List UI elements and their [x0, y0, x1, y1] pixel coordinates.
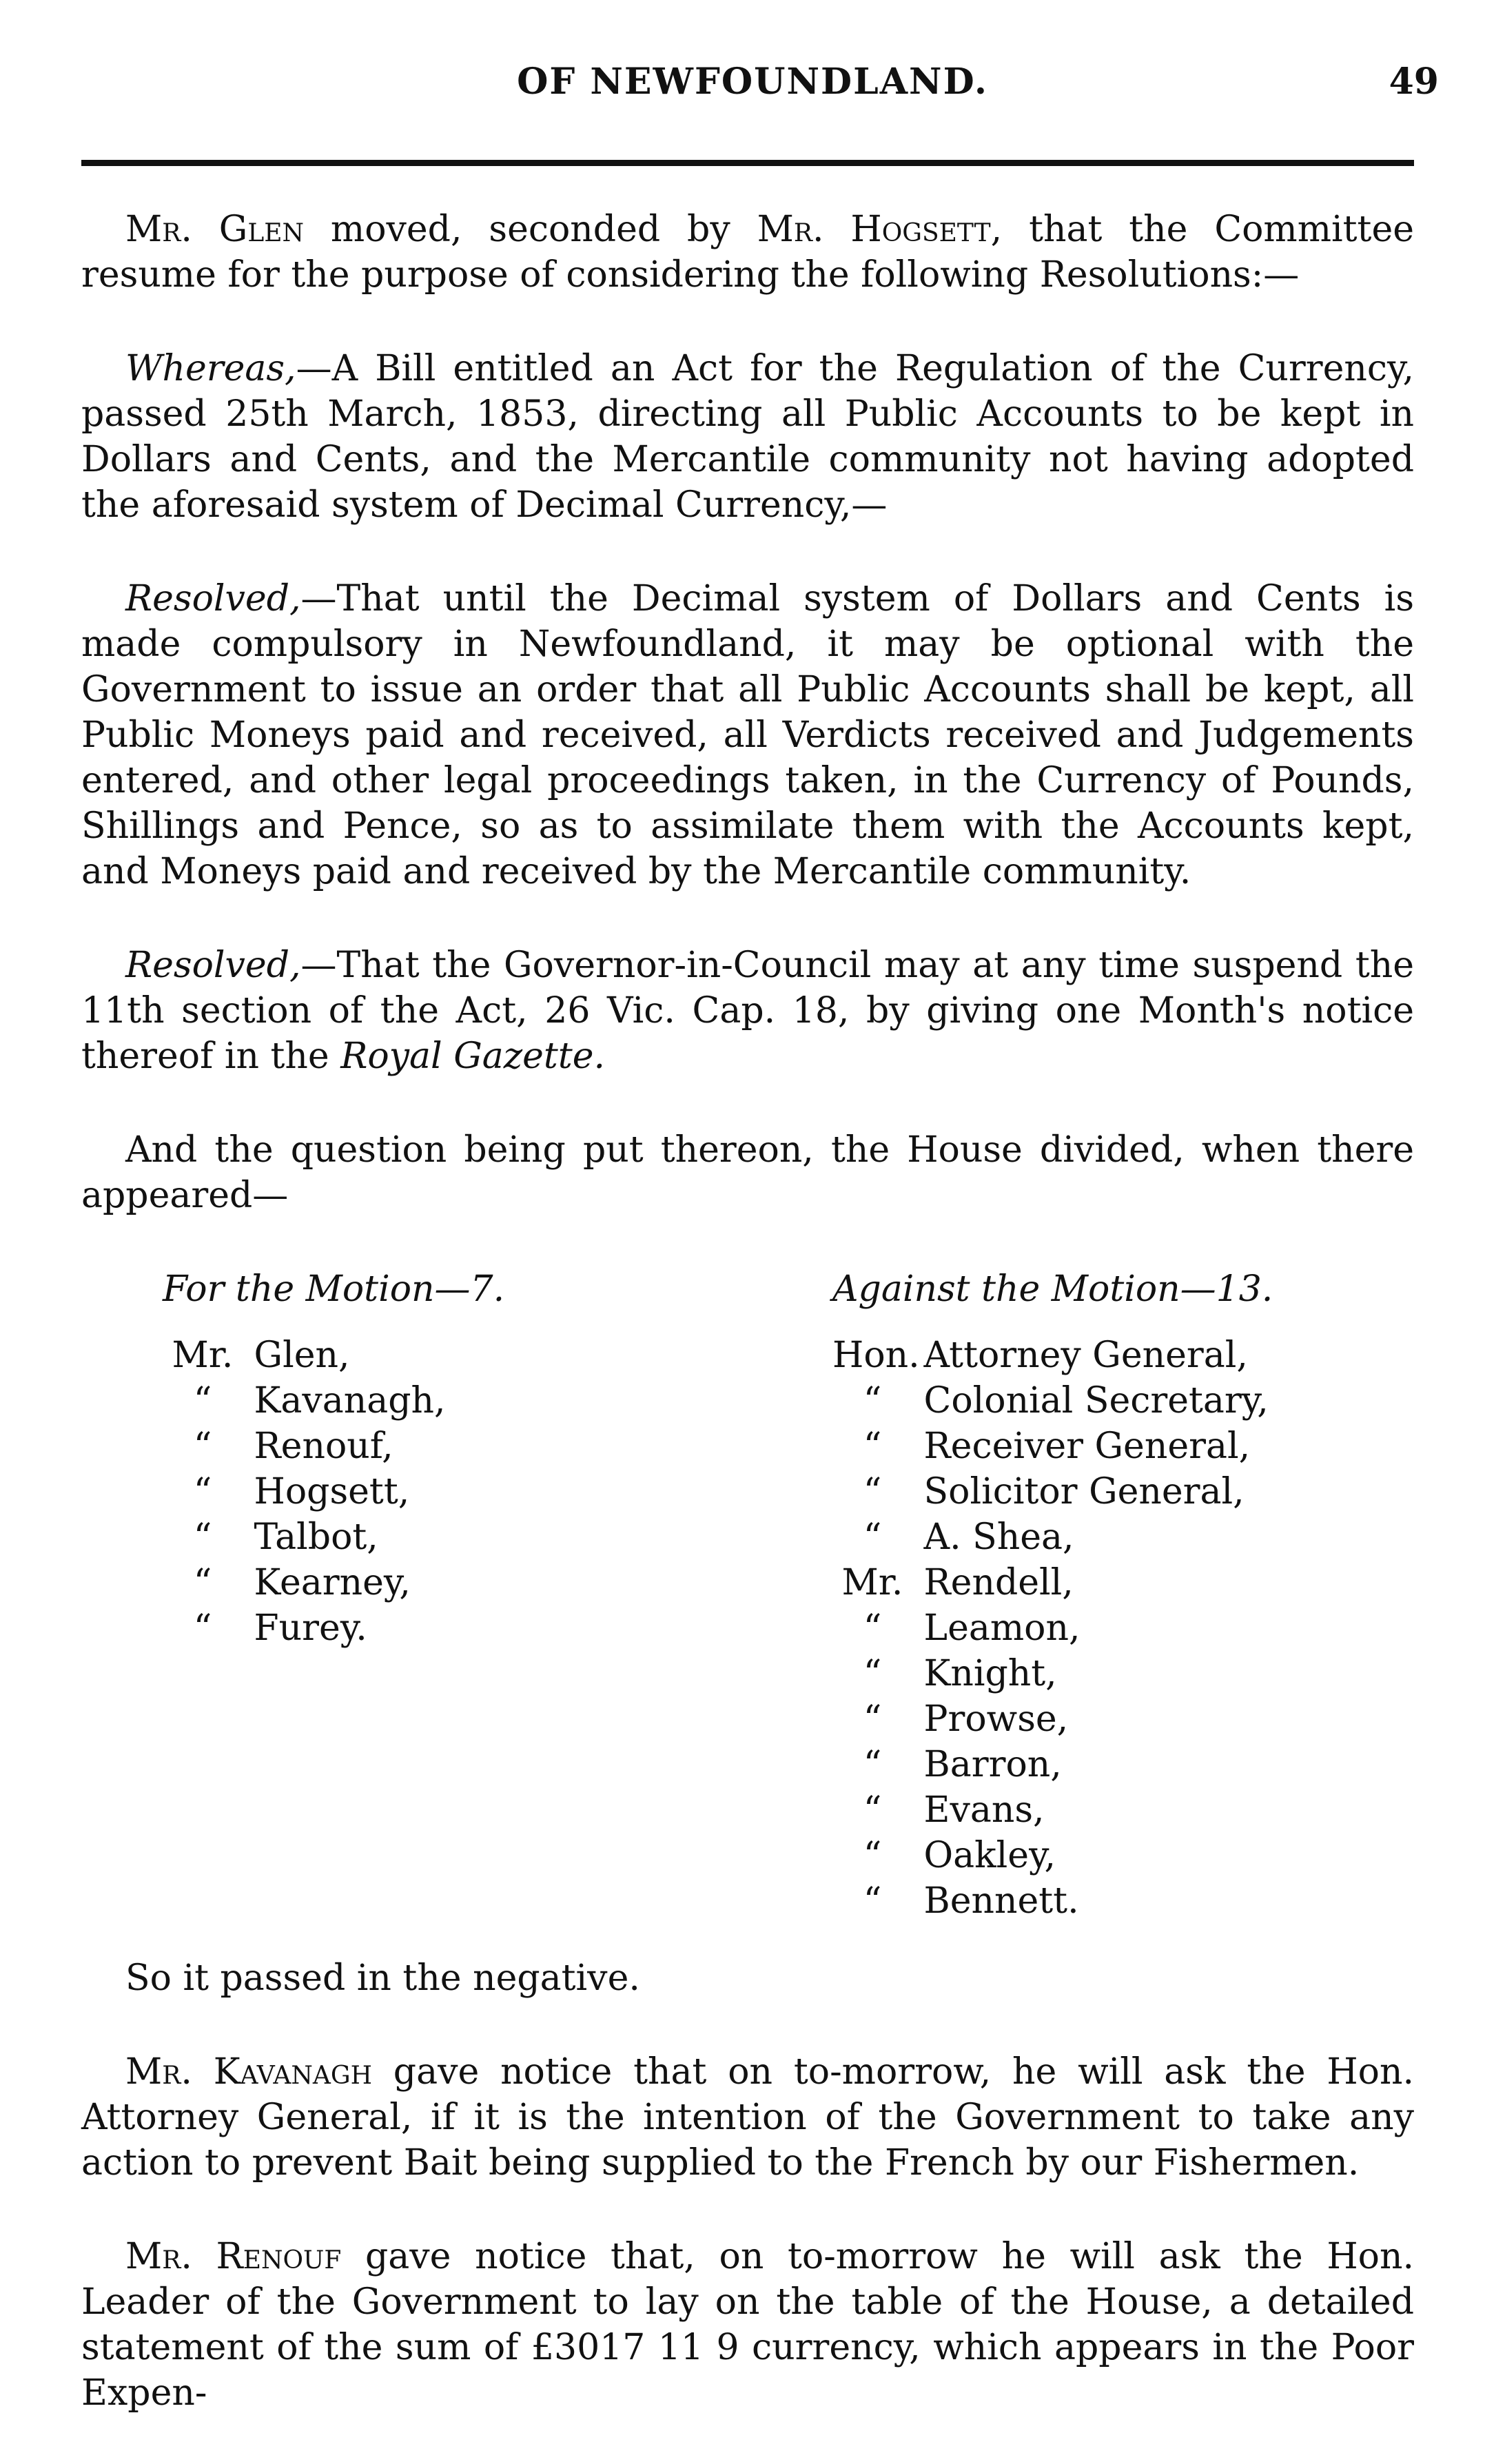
division-result: So it passed in the negative.: [125, 1958, 640, 1999]
header-rule: [81, 160, 1414, 166]
against-member: [832, 1605, 1411, 1651]
member-name: Oakley,: [923, 1835, 1056, 1876]
royal-gazette: Royal Gazette.: [340, 1036, 606, 1077]
division-lists: [81, 1266, 1414, 1928]
member-prefix: “: [863, 1471, 882, 1512]
member-prefix: “: [863, 1426, 882, 1467]
page-number: 49: [1389, 61, 1439, 103]
for-member: [163, 1469, 714, 1515]
member-prefix: “: [863, 1789, 882, 1831]
member-prefix: “: [193, 1471, 212, 1512]
against-member: [832, 1424, 1411, 1469]
whereas-paragraph: [81, 346, 1414, 528]
against-member: [832, 1333, 1411, 1378]
member-prefix: “: [193, 1426, 212, 1467]
notice-name-2: Mr. Renouf: [125, 2236, 342, 2277]
member-name: Talbot,: [254, 1517, 378, 1558]
for-heading: For the Motion—7.: [163, 1269, 505, 1310]
member-name: Knight,: [923, 1653, 1057, 1694]
notice-text-2: gave notice that, on to-morrow he will ask the Hon. Leader of the Government to lay on the table of the House, a detailed statement of the sum of £3017 11 9 currency, which appears in the Poor Expen-: [81, 2236, 1415, 2414]
for-member: [163, 1424, 714, 1469]
member-prefix: Mr.: [172, 1335, 234, 1376]
resolved-lead-1: Resolved,: [125, 578, 301, 619]
member-prefix: Mr.: [841, 1562, 903, 1603]
against-member: [832, 1878, 1411, 1924]
member-name: Kearney,: [254, 1562, 411, 1603]
member-prefix: “: [193, 1608, 212, 1649]
against-member: [832, 1696, 1411, 1742]
notice-name-1: Mr. Kavanagh: [125, 2051, 372, 2093]
motion-text-1: moved, seconded by: [304, 209, 757, 250]
motion-paragraph: [81, 207, 1414, 298]
against-member: [832, 1469, 1411, 1515]
page-body: [81, 207, 1414, 2464]
notice-text-1: gave notice that on to-morrow, he will ask the Hon. Attorney General, if it is the intention of the Government to take any action to prevent Bait being supplied to the French by our Fishermen.: [81, 2051, 1414, 2184]
member-prefix: “: [863, 1744, 882, 1785]
whereas-lead: Whereas,: [125, 348, 296, 389]
member-name: Furey.: [254, 1608, 367, 1649]
member-name: Prowse,: [923, 1698, 1069, 1740]
for-list: [163, 1333, 714, 1651]
member-prefix: “: [863, 1380, 882, 1421]
against-member: [832, 1742, 1411, 1787]
resolved-text-1: —That until the Decimal system of Dollars and Cents is made compulsory in Newfoundland, it may be optional with the Government to issue an order that all Public Accounts shall be kept, all Public Moneys paid and received, all Verdicts received and Judgements entered, and other legal proceedings taken, in the Currency of Pounds, Shillings and Pence, so as to assimilate them with the Accounts kept, and Moneys paid and received by the Mercantile community.: [81, 578, 1414, 892]
against-member: [832, 1833, 1411, 1878]
mover-name: Mr. Glen: [125, 209, 305, 250]
running-title: OF NEWFOUNDLAND.: [517, 61, 988, 103]
for-member: [163, 1560, 714, 1605]
member-name: Receiver General,: [923, 1426, 1251, 1467]
member-prefix: “: [863, 1653, 882, 1694]
member-name: Leamon,: [923, 1608, 1081, 1649]
against-member: [832, 1515, 1411, 1560]
against-column: [832, 1266, 1411, 1924]
member-prefix: “: [863, 1608, 882, 1649]
against-member: [832, 1560, 1411, 1605]
member-prefix: “: [193, 1517, 212, 1558]
member-name: Rendell,: [923, 1562, 1074, 1603]
member-name: Colonial Secretary,: [923, 1380, 1269, 1421]
member-prefix: “: [863, 1517, 882, 1558]
resolved-paragraph-2: [81, 943, 1414, 1079]
resolved-lead-2: Resolved,: [125, 945, 301, 986]
member-prefix: “: [863, 1698, 882, 1740]
member-name: Glen,: [254, 1335, 350, 1376]
member-name: A. Shea,: [923, 1517, 1074, 1558]
member-name: Barron,: [923, 1744, 1062, 1785]
notice-paragraph-1: [81, 2049, 1414, 2186]
member-prefix: “: [863, 1880, 882, 1922]
member-name: Hogsett,: [254, 1471, 410, 1512]
resolved-text-2: —That the Governor-in-Council may at any time suspend the 11th section of the Act, 26 Vic. Cap. 18, by giving one Month's notice thereof in the: [81, 945, 1414, 1077]
for-column: [163, 1266, 714, 1651]
member-prefix: “: [863, 1835, 882, 1876]
seconder-name: Mr. Hogsett: [757, 209, 991, 250]
against-list: [832, 1333, 1411, 1924]
member-name: Bennett.: [923, 1880, 1079, 1922]
for-member: [163, 1378, 714, 1424]
for-member: [163, 1605, 714, 1651]
for-member: [163, 1333, 714, 1378]
for-member: [163, 1515, 714, 1560]
member-name: Solicitor General,: [923, 1471, 1245, 1512]
against-member: [832, 1787, 1411, 1833]
member-name: Attorney General,: [923, 1335, 1248, 1376]
against-member: [832, 1651, 1411, 1696]
motion-text-2: , that the Committee resume for the purpose of considering the following Resolutions:—: [81, 209, 1414, 296]
notice-paragraph-2: [81, 2234, 1414, 2416]
division-paragraph: [81, 1127, 1414, 1218]
against-heading: Against the Motion—13.: [832, 1269, 1273, 1310]
against-member: [832, 1378, 1411, 1424]
member-prefix: “: [193, 1380, 212, 1421]
member-name: Renouf,: [254, 1426, 393, 1467]
page-header: [0, 61, 1505, 116]
whereas-text: —A Bill entitled an Act for the Regulation of the Currency, passed 25th March, 1853, directing all Public Accounts to be kept in Dollars and Cents, and the Mercantile community not having adopted the aforesaid system of Decimal Currency,—: [81, 348, 1414, 526]
member-name: Kavanagh,: [254, 1380, 446, 1421]
member-name: Evans,: [923, 1789, 1045, 1831]
member-prefix: “: [193, 1562, 212, 1603]
member-prefix: Hon.: [832, 1335, 920, 1376]
division-text: And the question being put thereon, the House divided, when there appeared—: [81, 1129, 1414, 1216]
resolved-paragraph-1: [81, 576, 1414, 894]
